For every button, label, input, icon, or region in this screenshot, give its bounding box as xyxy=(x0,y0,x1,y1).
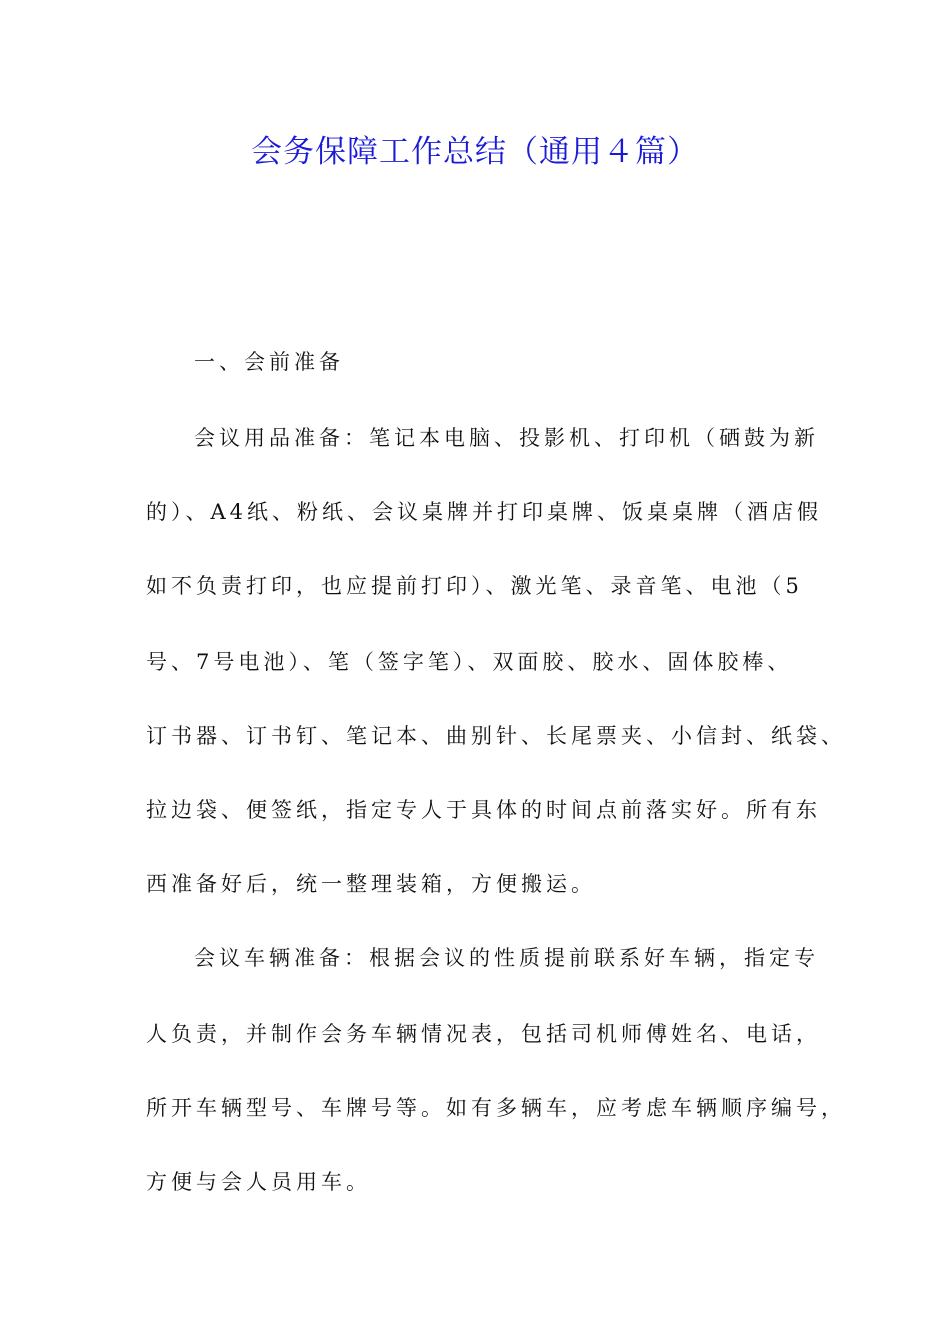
paragraph-2-line-1: 会议车辆准备：根据会议的性质提前联系好车辆，指定专 xyxy=(194,946,819,970)
paragraph-1-line-3: 如不负责打印，也应提前打印）、激光笔、录音笔、电池（5 xyxy=(146,574,803,598)
paragraph-1-line-4: 号、7号电池）、笔（签字笔）、双面胶、胶水、固体胶棒、 xyxy=(146,650,793,674)
paragraph-2-line-3: 所开车辆型号、车牌号等。如有多辆车，应考虑车辆顺序编号， xyxy=(146,1096,846,1120)
paragraph-1-line-2: 的）、A4纸、粉纸、会议桌牌并打印桌牌、饭桌桌牌（酒店假 xyxy=(146,500,823,524)
paragraph-1-line-5: 订书器、订书钉、笔记本、曲别针、长尾票夹、小信封、纸袋、 xyxy=(146,724,846,748)
paragraph-2-line-4: 方便与会人员用车。 xyxy=(146,1170,371,1194)
paragraph-1-line-1: 会议用品准备：笔记本电脑、投影机、打印机（硒鼓为新 xyxy=(194,426,819,450)
document-title: 会务保障工作总结（通用４篇） xyxy=(251,134,699,170)
paragraph-1-line-6: 拉边袋、便签纸，指定专人于具体的时间点前落实好。所有东 xyxy=(146,798,821,822)
paragraph-1-line-7: 西准备好后，统一整理装箱，方便搬运。 xyxy=(146,872,596,896)
section-heading: 一、会前准备 xyxy=(194,350,344,374)
paragraph-2-line-2: 人负责，并制作会务车辆情况表，包括司机师傅姓名、电话， xyxy=(146,1022,821,1046)
